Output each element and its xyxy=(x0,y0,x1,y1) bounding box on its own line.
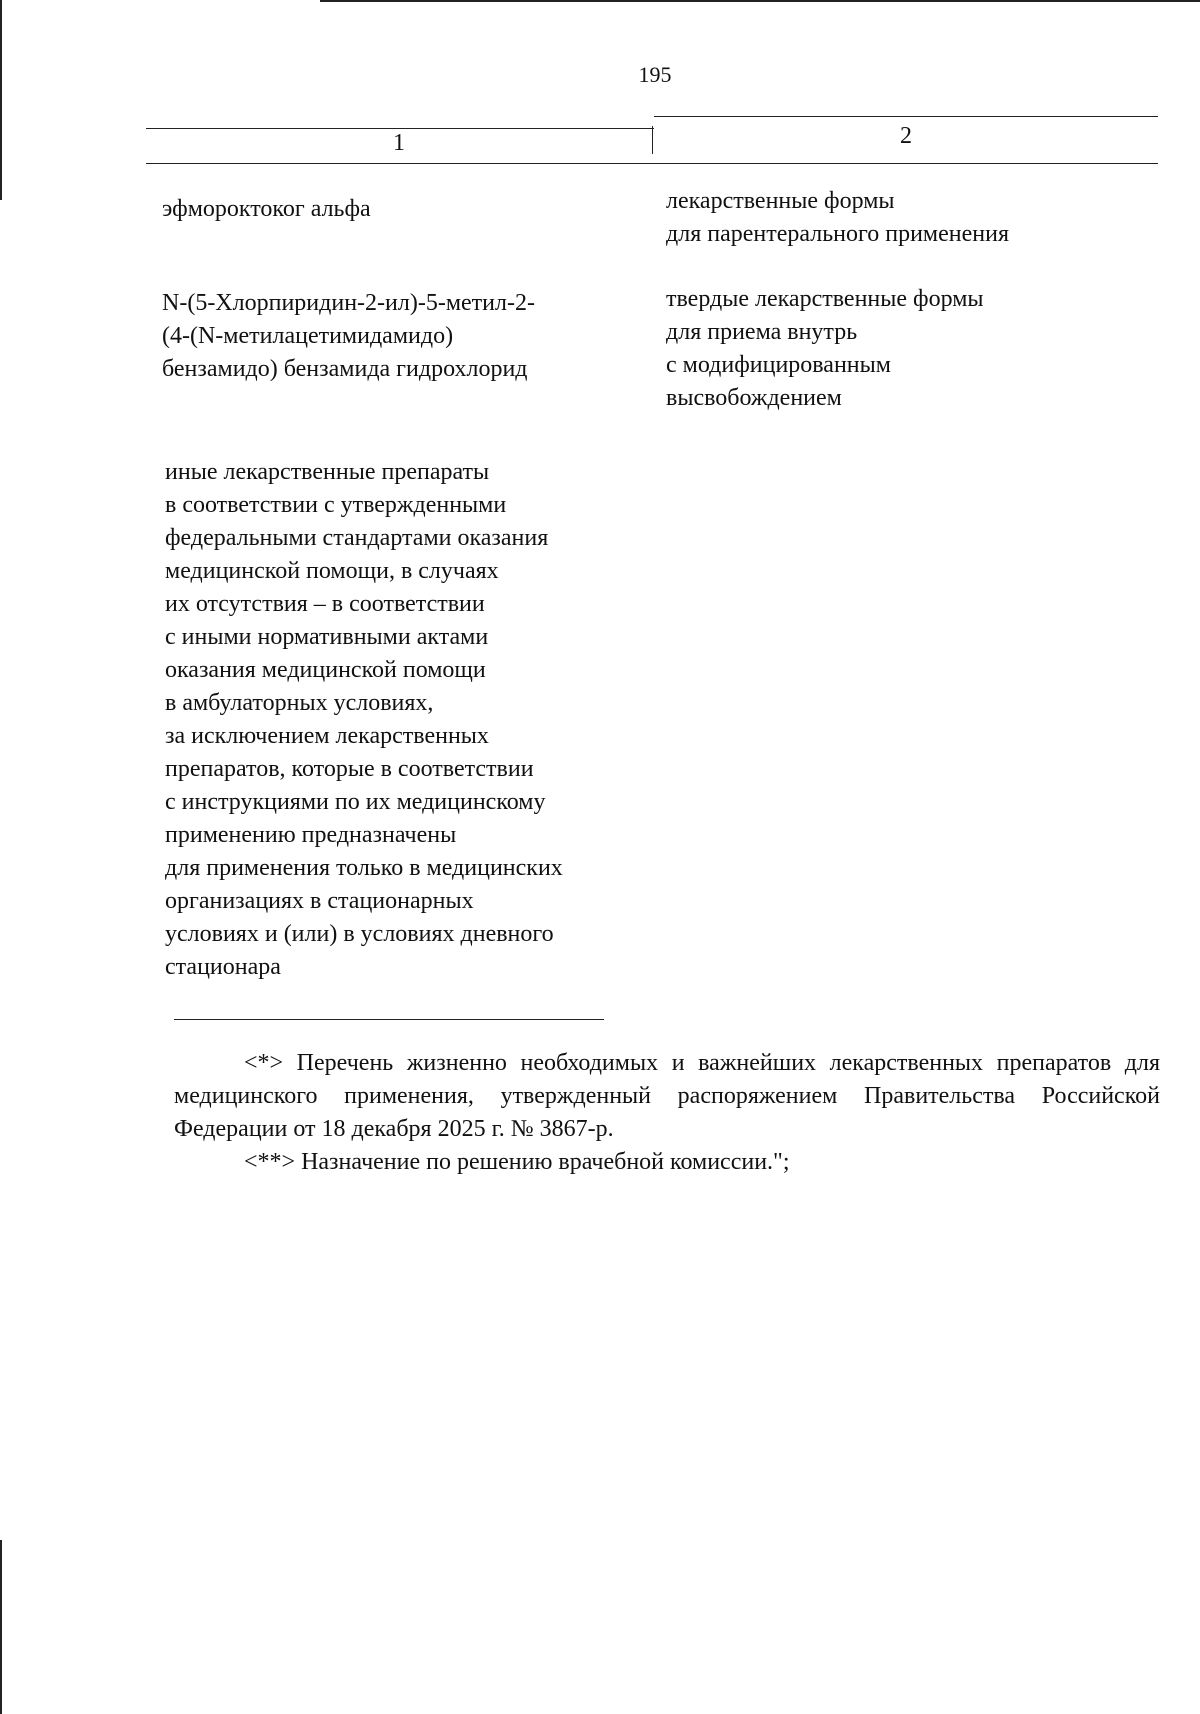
text-line: препаратов, которые в соответствии xyxy=(165,756,534,782)
scan-edge-top xyxy=(320,0,1200,2)
table-row-1-col-2 xyxy=(666,185,1009,251)
text-line: для парентерального применения xyxy=(666,221,1009,247)
text-line: стационара xyxy=(165,954,281,980)
scan-edge-left xyxy=(0,0,2,200)
scan-edge-left-bottom xyxy=(0,1540,2,1714)
text-line: (4-(N-метилацетимидамидо) xyxy=(162,323,454,349)
text-line: твердые лекарственные формы xyxy=(666,286,984,312)
text-line: медицинской помощи, в случаях xyxy=(165,558,499,584)
text-line: лекарственные формы xyxy=(666,188,895,214)
footnote-2: <**> Назначение по решению врачебной комиссии."; xyxy=(244,1149,790,1175)
table-header-col-1: 1 xyxy=(393,130,405,156)
text-line: бензамидо) бензамида гидрохлорид xyxy=(162,356,528,382)
text-line: с модифицированным xyxy=(666,352,891,378)
text-line: организациях в стационарных xyxy=(165,888,474,914)
text-line: в соответствии с утвержденными xyxy=(165,492,507,518)
text-line: за исключением лекарственных xyxy=(165,723,489,749)
text-line: N-(5-Хлорпиридин-2-ил)-5-метил-2- xyxy=(162,290,535,316)
text-line: оказания медицинской помощи xyxy=(165,657,486,683)
table-row-2-col-2 xyxy=(666,283,984,415)
text-line: с инструкциями по их медицинскому xyxy=(165,789,546,815)
text-line: в амбулаторных условиях, xyxy=(165,690,434,716)
text-line: условиях и (или) в условиях дневного xyxy=(165,921,554,947)
table-header-bottom-rule xyxy=(146,163,1158,164)
table-row-3-col-1 xyxy=(165,456,563,984)
footnote-separator xyxy=(174,1019,604,1020)
table-header-top-rule-left xyxy=(146,128,654,129)
table-row-1-col-1 xyxy=(162,193,371,226)
text-line: эфмороктоког альфа xyxy=(162,196,371,222)
table-header-top-rule-right xyxy=(654,116,1158,117)
text-line: иные лекарственные препараты xyxy=(165,459,490,485)
text-line: с иными нормативными актами xyxy=(165,624,489,650)
footnote-1: <*> Перечень жизненно необходимых и важнейших лекарственных препаратов для медицинского применения, утвержденный распоряжением Правительства Российской Федерации от 18 декабря 2025 г. № 3867-р. xyxy=(174,1050,1160,1142)
text-line: для приема внутрь xyxy=(666,319,858,345)
text-line: их отсутствия – в соответствии xyxy=(165,591,485,617)
table-row-2-col-1 xyxy=(162,287,535,386)
text-line: высвобождением xyxy=(666,385,842,411)
text-line: для применения только в медицинских xyxy=(165,855,563,881)
text-line: федеральными стандартами оказания xyxy=(165,525,549,551)
text-line: применению предназначены xyxy=(165,822,457,848)
table-header-column-divider xyxy=(652,126,653,154)
page-number: 195 xyxy=(638,62,672,87)
table-header-col-2: 2 xyxy=(900,123,912,149)
